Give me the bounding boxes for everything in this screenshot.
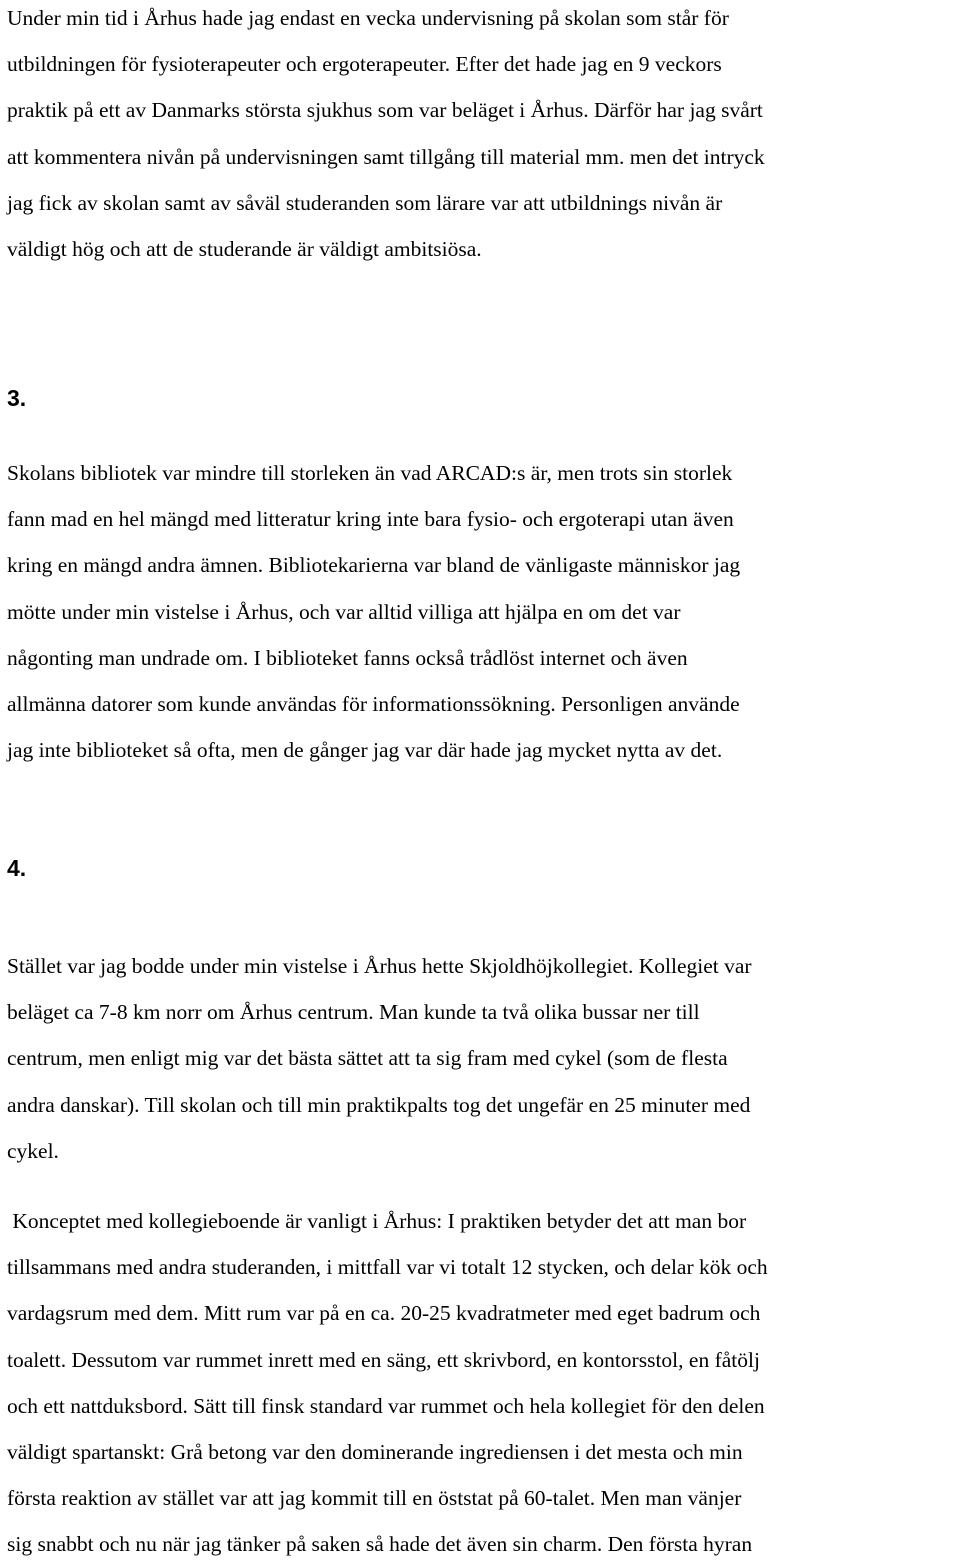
- text-line: sig snabbt och nu när jag tänker på saken så hade det även sin charm. Den första hyran: [7, 1532, 753, 1557]
- text-line: mötte under min vistelse i Århus, och var alltid villiga att hjälpa en om det var: [7, 599, 681, 624]
- text-line: toalett. Dessutom var rummet inrett med en säng, ett skrivbord, en kontorsstol, en fåtölj: [7, 1347, 760, 1372]
- text-line: praktik på ett av Danmarks största sjukhus som var beläget i Århus. Därför har jag svårt: [7, 98, 763, 123]
- text-line: beläget ca 7-8 km norr om Århus centrum. Man kunde ta två olika bussar ner till: [7, 1000, 700, 1025]
- text-line: Konceptet med kollegieboende är vanligt i Århus: I praktiken betyder det att man bor: [7, 1209, 747, 1233]
- text-line: väldigt hög och att de studerande är väldigt ambitsiösa.: [7, 236, 482, 261]
- text-line: jag inte biblioteket så ofta, men de gånger jag var där hade jag mycket nytta av det.: [7, 738, 723, 763]
- section-heading-3: 3.: [7, 385, 27, 411]
- paragraph-housing: [7, 943, 957, 1174]
- text-line: Stället var jag bodde under min vistelse i Århus hette Skjoldhöjkollegiet. Kollegiet var: [7, 954, 752, 978]
- text-line: tillsammans med andra studeranden, i mittfall var vi totalt 12 stycken, och delar kök och: [7, 1255, 768, 1280]
- text-line: cykel.: [7, 1138, 59, 1163]
- text-line: fann mad en hel mängd med litteratur kring inte bara fysio- och ergoterapi utan även: [7, 507, 734, 532]
- text-line: och ett nattduksbord. Sätt till finsk standard var rummet och hela kollegiet för den delen: [7, 1393, 765, 1418]
- paragraph-studies: [7, 0, 957, 272]
- section-heading-4: 4.: [7, 855, 27, 881]
- text-line: Under min tid i Århus hade jag endast en vecka undervisning på skolan som står för: [7, 6, 729, 30]
- text-line: kring en mängd andra ämnen. Bibliotekarierna var bland de vänligaste människor jag: [7, 553, 741, 578]
- text-line: jag fick av skolan samt av såväl studeranden som lärare var att utbildnings nivån är: [7, 190, 723, 215]
- text-line: första reaktion av stället var att jag kommit till en öststat på 60-talet. Men man vänjer: [7, 1486, 742, 1511]
- text-line: någonting man undrade om. I biblioteket fanns också trådlöst internet och även: [7, 645, 688, 670]
- text-line: centrum, men enligt mig var det bästa sättet att ta sig fram med cykel (som de flesta: [7, 1046, 728, 1071]
- text-line: Skolans bibliotek var mindre till storleken än vad ARCAD:s är, men trots sin storlek: [7, 461, 733, 485]
- text-line: andra danskar). Till skolan och till min praktikpalts tog det ungefär en 25 minuter med: [7, 1092, 751, 1117]
- paragraph-library: [7, 450, 957, 773]
- text-line: allmänna datorer som kunde användas för informationssökning. Personligen använde: [7, 691, 740, 716]
- text-line: att kommentera nivån på undervisningen samt tillgång till material mm. men det intryck: [7, 144, 765, 169]
- text-line: utbildningen för fysioterapeuter och ergoterapeuter. Efter det hade jag en 9 veckors: [7, 52, 722, 77]
- text-line: väldigt spartanskt: Grå betong var den dominerande ingrediensen i det mesta och min: [7, 1439, 743, 1464]
- text-line: vardagsrum med dem. Mitt rum var på en ca. 20-25 kvadratmeter med eget badrum och: [7, 1301, 761, 1326]
- paragraph-dormitory: [7, 1198, 957, 1568]
